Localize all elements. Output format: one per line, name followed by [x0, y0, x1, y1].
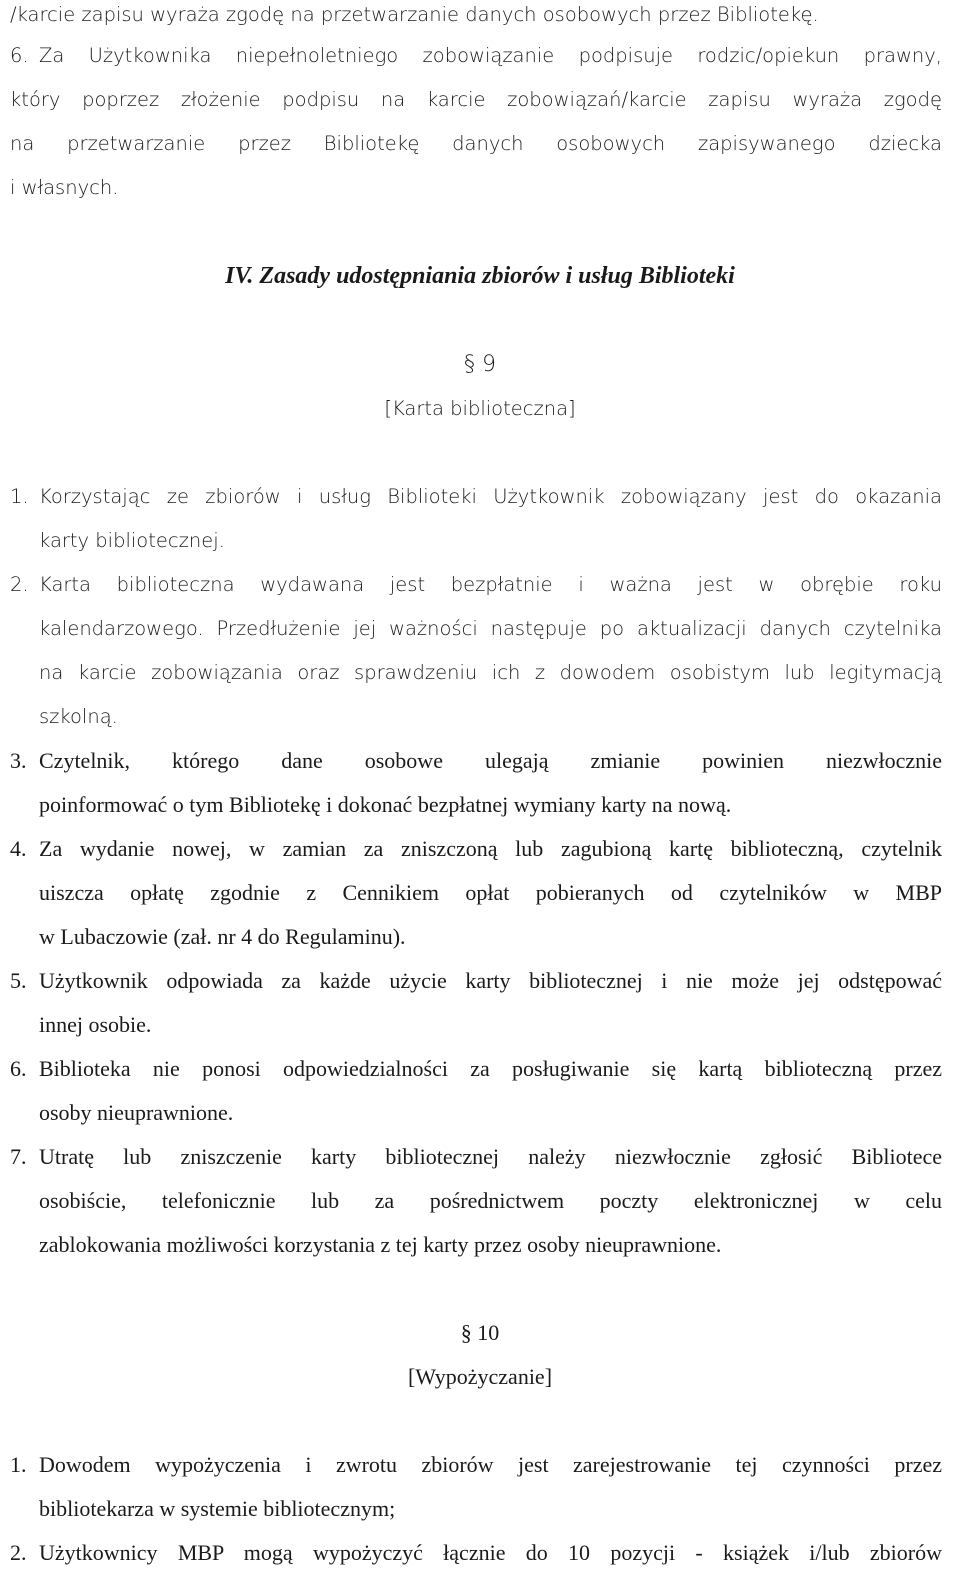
text-line: Użytkownik odpowiada za każde użycie karty bibliotecznej i nie może jej odstępować: [39, 968, 942, 993]
item-number: 3.: [10, 748, 27, 773]
text-line: w Lubaczowie (zał. nr 4 do Regulaminu).: [39, 924, 406, 949]
text-line: zablokowania możliwości korzystania z tej karty przez osoby nieuprawnione.: [39, 1232, 722, 1257]
text-line: szkolną.: [39, 705, 118, 728]
text-line: kalendarzowego. Przedłużenie jej ważności następuje po aktualizacji danych czytelnika: [39, 617, 942, 640]
paragraph-sign: § 10: [460, 1320, 500, 1345]
text-line: i własnych.: [10, 176, 119, 199]
item-number: 7.: [10, 1144, 27, 1169]
text-line: karty bibliotecznej.: [39, 529, 225, 552]
chapter-title: IV. Zasady udostępniania zbiorów i usług Biblioteki: [225, 263, 735, 289]
text-line: Karta biblioteczna wydawana jest bezpłatnie i ważna jest w obrębie roku: [39, 573, 942, 596]
paragraph-heading: [Karta biblioteczna]: [384, 397, 576, 420]
item-number: 6.: [10, 1056, 27, 1081]
text-line: Dowodem wypożyczenia i zwrotu zbiorów jest zarejestrowanie tej czynności przez: [39, 1452, 942, 1477]
item-number: 6.: [10, 44, 29, 67]
item-number: 1.: [10, 1452, 27, 1477]
text-line: który poprzez złożenie podpisu na karcie zobowiązań/karcie zapisu wyraża zgodę: [10, 88, 942, 111]
text-line: osobiście, telefonicznie lub za pośrednictwem poczty elektronicznej w celu: [39, 1188, 942, 1213]
text-line: osoby nieuprawnione.: [39, 1100, 234, 1125]
text-line: Biblioteka nie ponosi odpowiedzialności za posługiwanie się kartą biblioteczną przez: [39, 1056, 942, 1081]
text-line: na przetwarzanie przez Bibliotekę danych osobowych zapisywanego dziecka: [10, 132, 942, 155]
text-line: Użytkownicy MBP mogą wypożyczyć łącznie do 10 pozycji - książek i/lub zbiorów: [39, 1540, 942, 1565]
item-number: 2.: [10, 1540, 27, 1565]
text-line: bibliotekarza w systemie bibliotecznym;: [39, 1496, 396, 1521]
text-line: na karcie zobowiązania oraz sprawdzeniu ich z dowodem osobistym lub legitymacją: [39, 661, 942, 684]
paragraph-heading: [Wypożyczanie]: [407, 1364, 553, 1389]
item-number: 5.: [10, 968, 27, 993]
text-line: uiszcza opłatę zgodnie z Cennikiem opłat pobieranych od czytelników w MBP: [39, 880, 942, 905]
text-line: poinformować o tym Bibliotekę i dokonać bezpłatnej wymiany karty na nową.: [39, 792, 732, 817]
item-number: 4.: [10, 836, 27, 861]
item-number: 1.: [10, 485, 29, 508]
text-line: Za wydanie nowej, w zamian za zniszczoną lub zagubioną kartę biblioteczną, czytelnik: [39, 836, 942, 861]
paragraph-sign: § 9: [464, 352, 496, 377]
item-number: 2.: [10, 573, 29, 596]
text-line: /karcie zapisu wyraża zgodę na przetwarzanie danych osobowych przez Bibliotekę.: [10, 3, 819, 26]
text-line: Utratę lub zniszczenie karty bibliotecznej należy niezwłocznie zgłosić Bibliotece: [39, 1144, 942, 1169]
text-line: Czytelnik, którego dane osobowe ulegają zmianie powinien niezwłocznie: [39, 748, 942, 773]
text-line: innej osobie.: [39, 1012, 152, 1037]
text-line: Korzystając ze zbiorów i usług Biblioteki Użytkownik zobowiązany jest do okazania: [39, 485, 942, 508]
text-line: Za Użytkownika niepełnoletniego zobowiązanie podpisuje rodzic/opiekun prawny,: [39, 44, 942, 67]
